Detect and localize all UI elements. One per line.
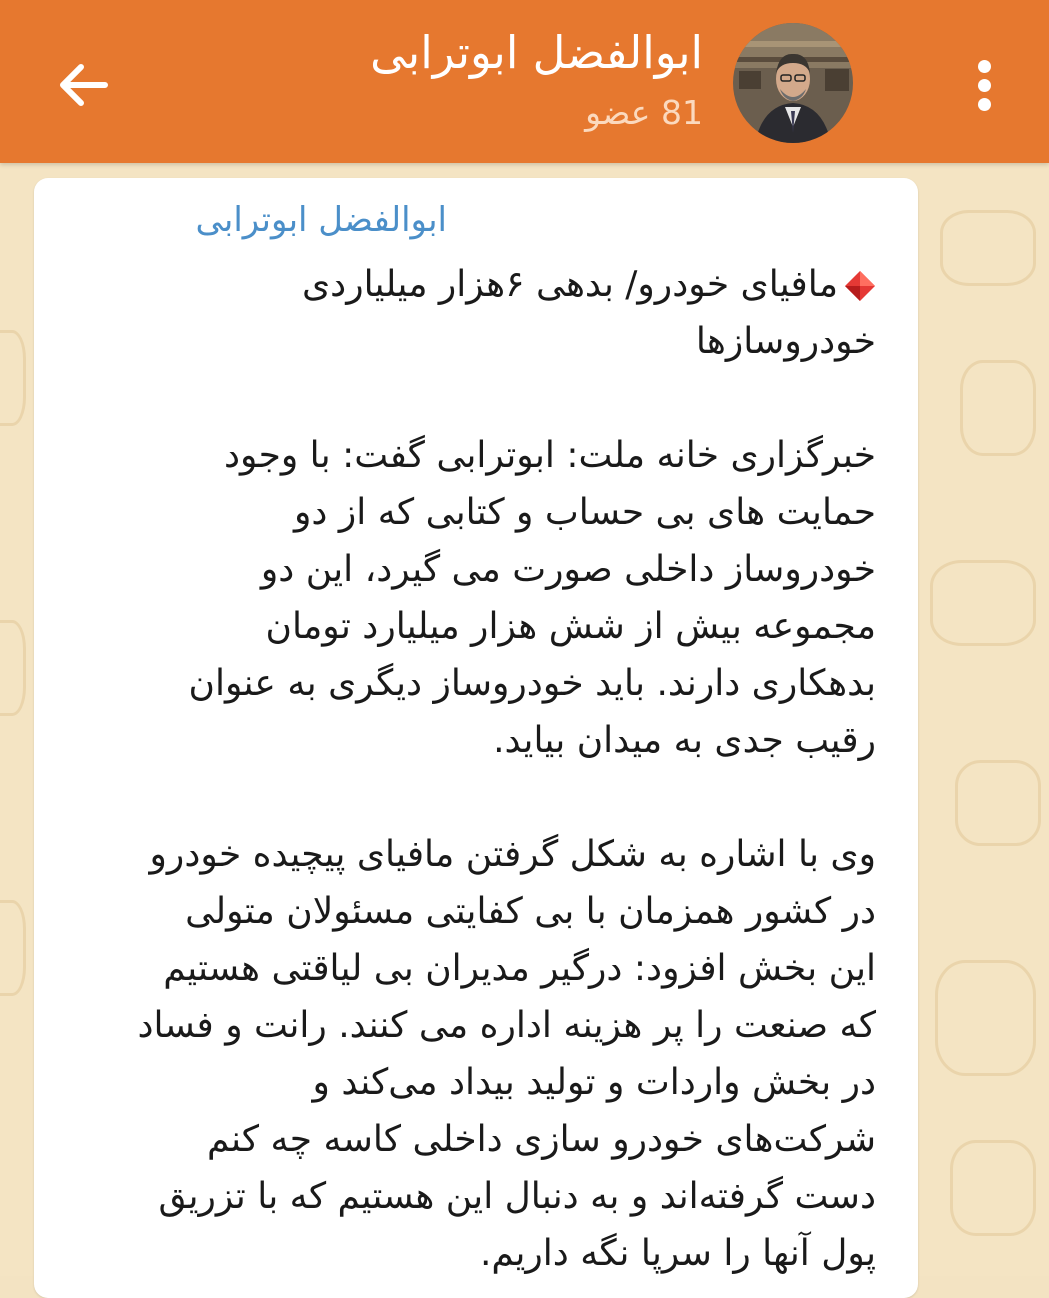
more-vertical-icon	[978, 98, 991, 111]
paragraph-line: در کشور همزمان با بی کفایتی مسئولان متولی	[185, 891, 876, 932]
paragraph-line: مجموعه بیش از شش هزار میلیارد تومان	[265, 606, 876, 647]
red-diamond-icon	[844, 270, 876, 302]
paragraph-line: خودروساز داخلی صورت می گیرد، این دو	[260, 549, 876, 590]
paragraph-gap	[56, 769, 876, 826]
paragraph-line: وی با اشاره به شکل گرفتن مافیای پیچیده خودرو	[149, 834, 876, 875]
wallpaper-doodle	[930, 560, 1036, 646]
message-sender[interactable]: ابوالفضل ابوترابی	[195, 200, 447, 240]
paragraph-gap	[56, 370, 876, 427]
headline-line: خودروسازها	[695, 321, 876, 362]
app-bar	[0, 0, 1049, 163]
avatar[interactable]	[733, 23, 853, 143]
message-text	[56, 256, 876, 1282]
headline-line: مافیای خودرو/ بدهی ۶هزار میلیاردی	[56, 256, 876, 313]
wallpaper-doodle	[0, 900, 26, 996]
channel-title: ابوالفضل ابوترابی	[370, 26, 703, 79]
wallpaper-doodle	[940, 210, 1036, 286]
more-options-button[interactable]	[952, 45, 1016, 125]
paragraph-line: بدهکاری دارند. باید خودروساز دیگری به عنوان	[188, 663, 876, 704]
wallpaper-doodle	[0, 620, 26, 716]
paragraph-line: دست گرفته‌اند و به دنبال این هستیم که با تزریق	[158, 1176, 876, 1217]
wallpaper-doodle	[955, 760, 1041, 846]
paragraph-line: در بخش واردات و تولید بیداد می‌کند و	[312, 1062, 876, 1103]
wallpaper-doodle	[960, 360, 1036, 456]
paragraph-line: شرکت‌های خودرو سازی داخلی کاسه چه کنم	[207, 1119, 876, 1160]
paragraph-line: پول آنها را سرپا نگه داریم.	[479, 1233, 876, 1274]
wallpaper-doodle	[0, 330, 26, 426]
paragraph-line: که صنعت را پر هزینه اداره می کنند. رانت و فساد	[137, 1005, 876, 1046]
wallpaper-doodle	[950, 1140, 1036, 1236]
more-vertical-icon	[978, 60, 991, 73]
paragraph-line: حمایت های بی حساب و کتابی که از دو	[294, 492, 876, 533]
more-vertical-icon	[978, 79, 991, 92]
chat-title-block[interactable]	[183, 18, 703, 138]
paragraph-line: این بخش افزود: درگیر مدیران بی لیاقتی هستیم	[163, 948, 876, 989]
member-count: 81 عضو	[585, 93, 703, 132]
back-button[interactable]	[42, 45, 122, 125]
paragraph-line: رقیب جدی به میدان بیاید.	[493, 720, 876, 761]
wallpaper-doodle	[935, 960, 1036, 1076]
arrow-left-icon	[55, 61, 109, 109]
profile-photo	[733, 23, 853, 143]
paragraph-line: خبرگزاری خانه ملت: ابوترابی گفت: با وجود	[223, 435, 876, 476]
